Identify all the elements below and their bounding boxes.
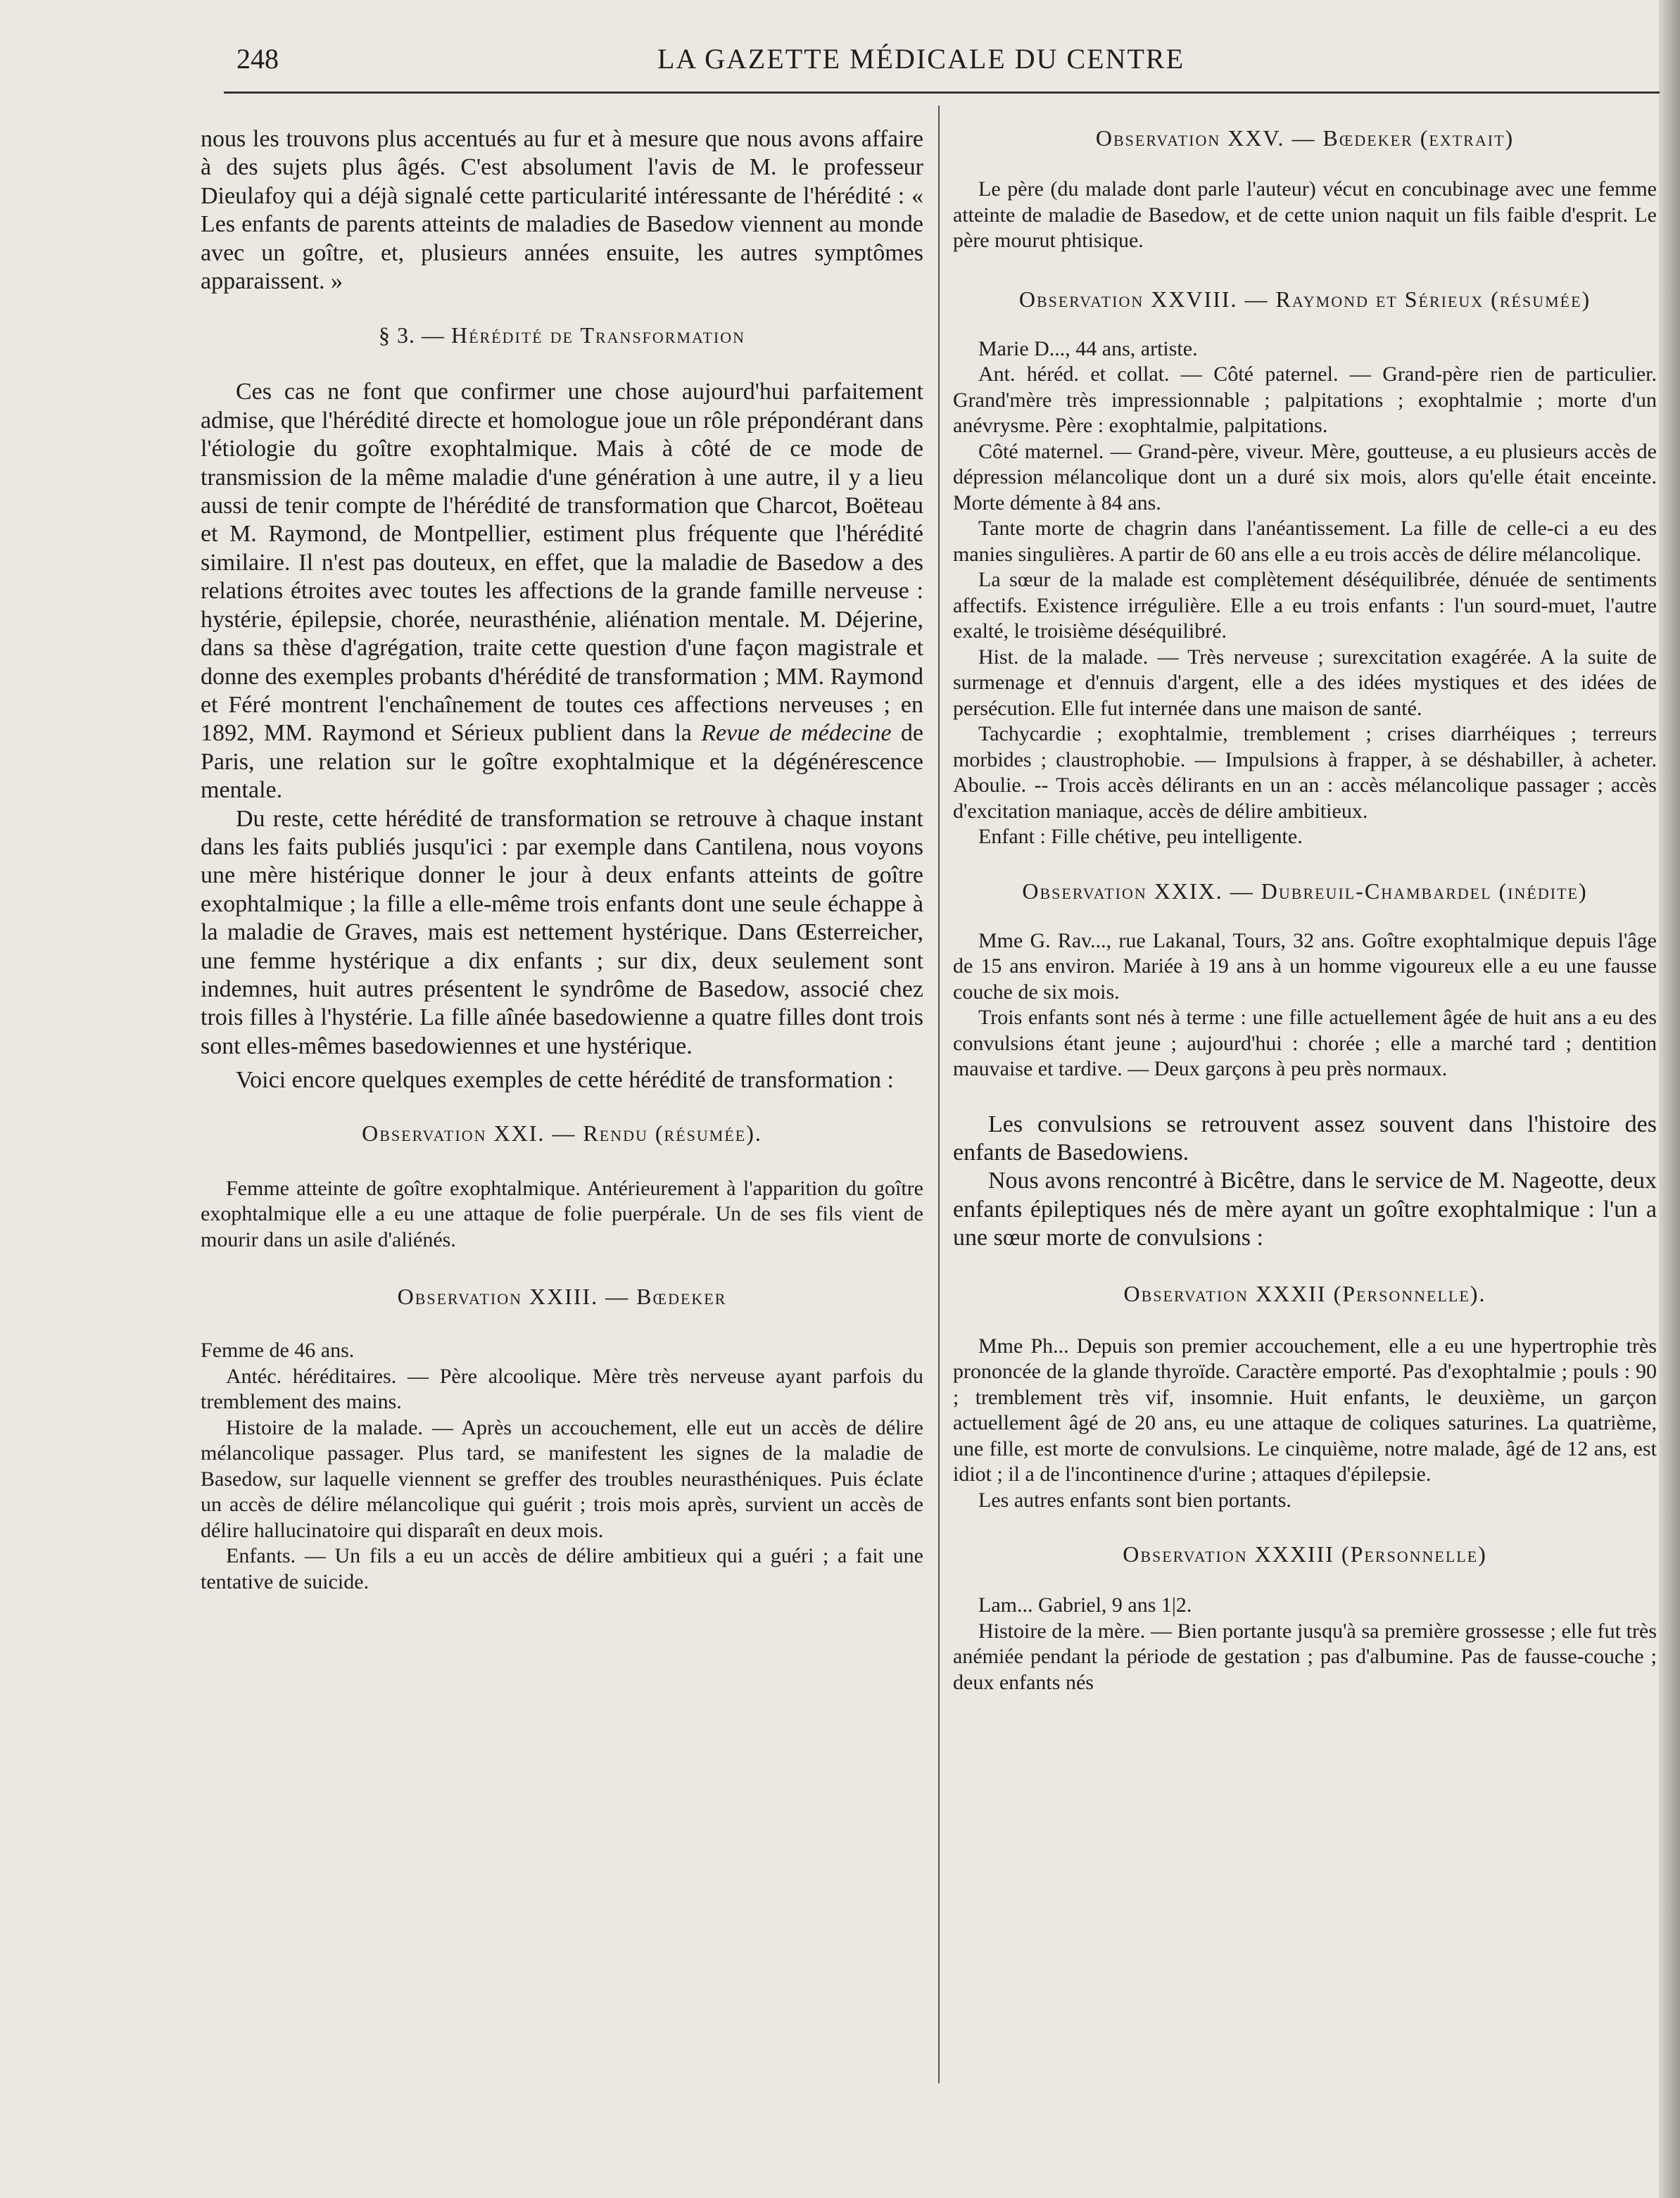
observation-title: Observation XXIII. — Bœdeker [397,1284,727,1310]
observation-text: Hist. de la malade. — Très nerveuse ; surexcitation exagérée. A la suite de surmenage et d'ennuis d'argent, elle a des idées mystiques et des idées de persécution. Elle fut internée dans une maison de santé. [953,645,1657,720]
observation-title: Observation XXXIII (Personnelle) [1123,1541,1487,1567]
left-column [201,125,923,1595]
observation-text: Histoire de la mère. — Bien portante jusqu'à sa première grossesse ; elle fut très anémiée pendant la période de gestation ; pas d'albumine. Pas de fausse-couche ; deux enfants nés [953,1619,1657,1694]
section-title: Hérédité de Transformation [450,322,746,348]
observation-text: Les autres enfants sont bien portants. [978,1488,1291,1512]
journal-title: Revue de médecine [701,720,892,747]
observation-text: Mme Ph... Depuis son premier accouchement, elle a eu une hypertrophie très prononcée de la glande thyroïde. Caractère emporté. Pas d'exophtalmie ; pouls : 90 ; tremblement très vif, insomnie. Huit enfants, le deuxième, un garçon actuellement âgé de 20 ans, eu une attaque de coliques saturines. La quatrième, une fille, est morte de convulsions. Le cinquième, notre malade, âgé de 12 ans, est idiot ; il a de l'incontinence d'urine ; attaques d'épilepsie. [953,1334,1657,1486]
observation-text: Histoire de la malade. — Après un accouchement, elle eut un accès de délire mélancolique passager. Plus tard, se manifestent les signes de la maladie de Basedow, sur laquelle viennent se greffer des troubles neurasthéniques. Puis éclate un accès de délire mélancolique qui guérit ; trois mois après, survient un accès de délire hallucinatoire qui disparaît en deux mois. [201,1415,923,1542]
paragraph [201,378,923,804]
page-binding-shadow [1659,0,1680,2198]
observation-text: Mme G. Rav..., rue Lakanal, Tours, 32 ans. Goître exophtalmique depuis l'âge de 15 ans environ. Mariée à 19 ans à un homme vigoureux elle a eu une fausse couche de six mois. [953,928,1657,1004]
observation-text: La sœur de la malade est complètement déséquilibrée, dénuée de sentiments affectifs. Existence irrégulière. Elle a eu trois enfants : l'un sourd-muet, l'autre exalté, le troisième déséquilibré. [953,568,1657,643]
observation-text: Ant. héréd. et collat. — Côté paternel. — Grand-père rien de particulier. Grand'mère très impressionnable ; palpitations ; exophtalmie ; morte d'un anévrysme. Père : exophtalmie, palpitations. [953,362,1657,437]
observation-text: Femme atteinte de goître exophtalmique. Antérieurement à l'apparition du goître exophtalmique elle a eu une attaque de folie puerpérale. Un de ses fils vient de mourir dans un asile d'aliénés. [201,1176,923,1251]
observation-text: Enfants. — Un fils a eu un accès de délire ambitieux qui a guéri ; a fait une tentative de suicide. [201,1544,923,1593]
observation-title: Observation XXXII (Personnelle). [1123,1280,1486,1306]
observation-text: Tante morte de chagrin dans l'anéantissement. La fille de celle-ci a eu des manies singulières. A partir de 60 ans elle a eu trois accès de délire mélancolique. [953,517,1657,566]
observation-text: Femme de 46 ans. [201,1339,355,1363]
paragraph: Les convulsions se retrouvent assez souvent dans l'histoire des enfants de Basedowiens. [953,1111,1657,1166]
observation-title: Observation XXVIII. — Raymond et Sérieux (résumée) [1018,286,1591,312]
section-heading [201,322,923,348]
observation-title: Observation XXI. — Rendu (résumée). [362,1120,762,1146]
observation-text: Antéc. héréditaires. — Père alcoolique. Mère très nerveuse ayant parfois du tremblement des mains. [201,1364,923,1414]
section-number: § 3. — [378,322,451,348]
column-rule [938,106,940,2083]
paragraph: nous les trouvons plus accentués au fur et à mesure que nous avons affaire à des sujets plus âgés. C'est absolument l'avis de M. le professeur Dieulafoy qui a déjà signalé cette particularité intéressante de l'hérédité : « Les enfants de parents atteints de maladies de Basedow viennent au monde avec un goître, et, plusieurs années ensuite, les autres symptômes apparaissent. » [201,126,923,295]
header-rule [224,91,1660,94]
observation-title: Observation XXV. — Bœdeker (extrait) [1095,125,1515,151]
observation-text: Marie D..., 44 ans, artiste. [978,336,1198,360]
paragraph-text: Ces cas ne font que confirmer une chose aujourd'hui parfaitement admise, que l'hérédité directe et homologue joue un rôle prépondérant dans l'étiologie du goître exophtalmique. Mais à côté de ce mode de transmission de la même maladie d'une génération à une autre, il y a lieu aussi de tenir compte de l'hérédité de transformation que Charcot, Boëteau et M. Raymond, de Montpellier, estiment plus fréquente que l'hérédité similaire. Il n'est pas douteux, en effet, que la maladie de Basedow a des relations étroites avec toutes les affections de la grande famille nerveuse : hystérie, épilepsie, chorée, neurasthénie, aliénation mentale. M. Déjerine, dans sa thèse d'agrégation, traite cette question d'une façon magistrale et donne des exemples probants d'hérédité de transformation ; MM. Raymond et Féré montrent l'enchaînement de toutes ces affections nerveuses ; en 1892, MM. Raymond et Sérieux publient dans la [201,379,923,747]
running-title: LA GAZETTE MÉDICALE DU CENTRE [657,43,1185,75]
observation-text: Enfant : Fille chétive, peu intelligente. [978,825,1303,848]
paragraph-text: de Paris, une relation sur le goître exophtalmique et la dégénérescence mentale. [201,720,924,804]
observation-title: Observation XXIX. — Dubreuil-Chambardel (inédite) [1022,878,1588,904]
page-number: 248 [236,43,279,75]
observation-text: Trois enfants sont nés à terme : une fille actuellement âgée de huit ans a eu des convulsions étant jeune ; aujourd'hui : chorée ; elle a marché tard ; dentition mauvaise et tardive. — Deux garçons à peu près normaux. [953,1006,1657,1080]
observation-text: Lam... Gabriel, 9 ans 1|2. [978,1593,1192,1617]
paragraph: Voici encore quelques exemples de cette hérédité de transformation : [236,1067,894,1094]
observation-text: Côté maternel. — Grand-père, viveur. Mère, goutteuse, a eu plusieurs accès de dépression mélancolique dont un a duré six mois, alors qu'elle était enceinte. Morte démente à 84 ans. [953,439,1657,514]
paragraph: Nous avons rencontré à Bicêtre, dans le service de M. Nageotte, deux enfants épileptiques nés de mère ayant un goître exophtalmique : l'un a une sœur morte de convulsions : [953,1168,1657,1251]
right-column [953,125,1657,1695]
observation-text: Le père (du malade dont parle l'auteur) vécut en concubinage avec une femme atteinte de maladie de Basedow, et de cette union naquit un fils faible d'esprit. Le père mourut phtisique. [953,177,1657,252]
observation-text: Tachycardie ; exophtalmie, tremblement ; crises diarrhéiques ; terreurs morbides ; claustrophobie. — Impulsions à frapper, à se déshabiller, à acheter. Aboulie. -- Trois accès délirants en un an : accès mélancolique passager ; accès d'excitation maniaque, accès de délire ambitieux. [953,722,1657,823]
paragraph: Du reste, cette hérédité de transformation se retrouve à chaque instant dans les faits publiés jusqu'ici : par exemple dans Cantilena, nous voyons une mère histérique donner le jour à deux enfants atteints de goître exophtalmique ; la fille a elle-même trois enfants dont une seule échappe à la maladie de Graves, mais est nettement hystérique. Dans Œsterreicher, une femme hystérique a dix enfants ; sur dix, deux seulement sont indemnes, huit autres présentent le syndrôme de Basedow, associé chez trois filles à l'hystérie. La fille aînée basedowienne a quatre filles dont trois sont elles-mêmes basedowiennes et une hystérique. [201,805,923,1059]
